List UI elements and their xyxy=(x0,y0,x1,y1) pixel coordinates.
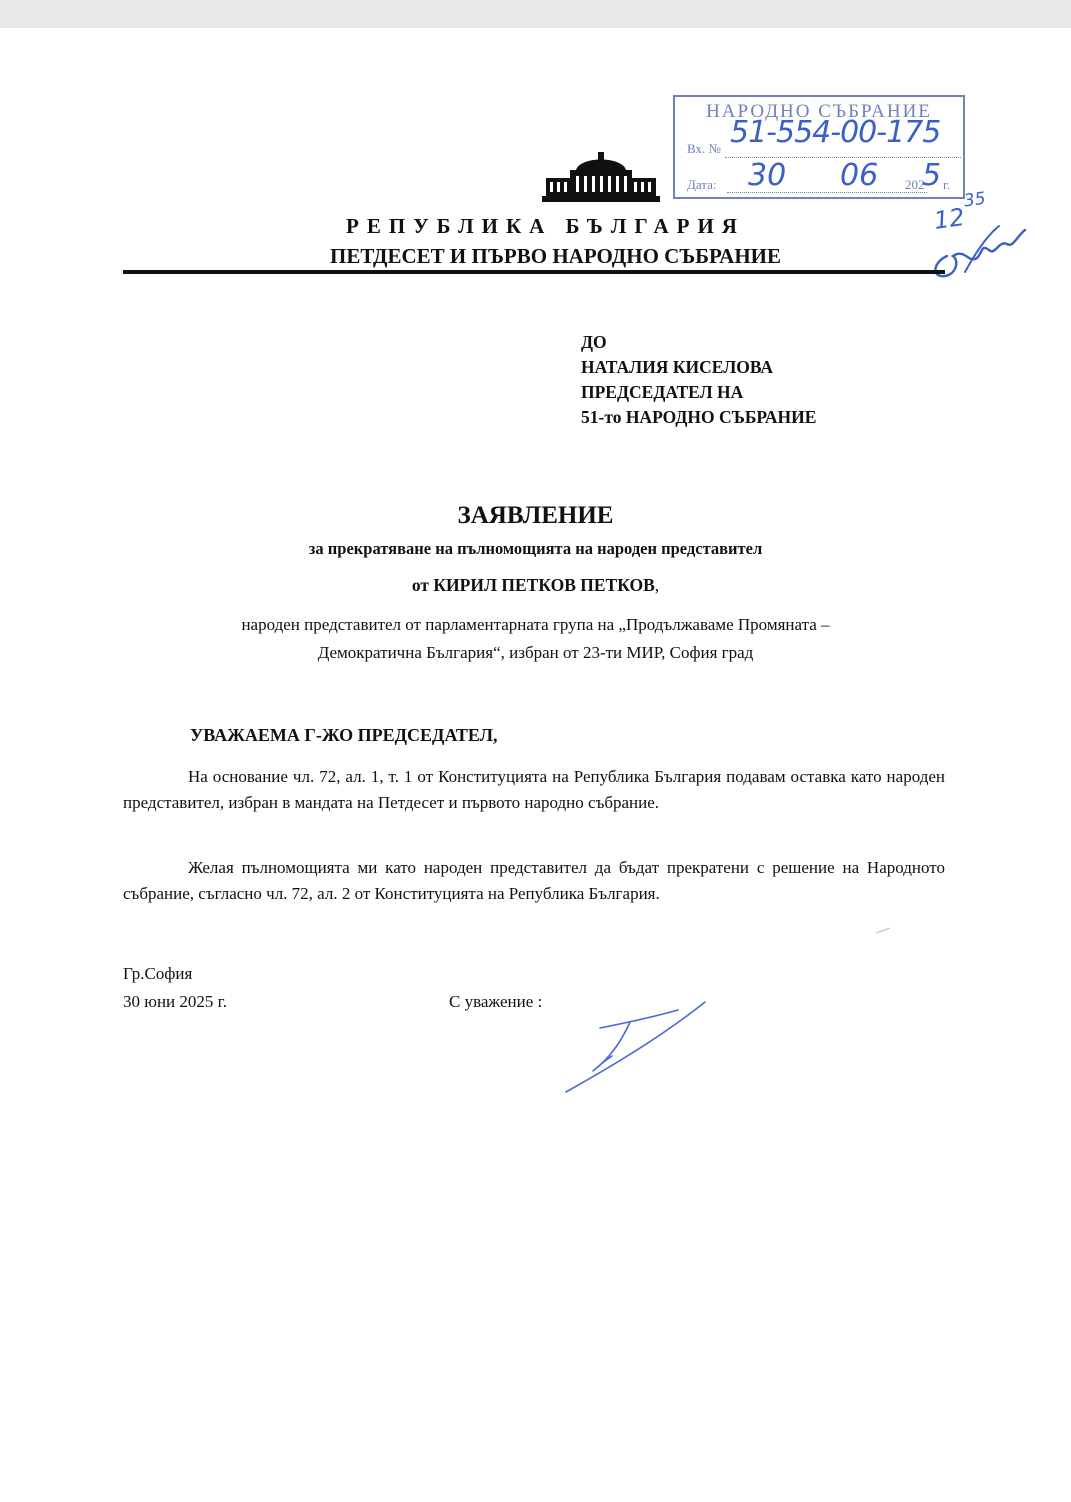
stamp-year-suffix: г. xyxy=(943,177,951,192)
addressee-to: ДО xyxy=(581,332,607,352)
addressee-name: НАТАЛИЯ КИСЕЛОВА xyxy=(581,357,774,377)
applicant-comma: , xyxy=(654,575,660,595)
applicant-prefix: от xyxy=(411,575,429,595)
applicant-description-line1: народен представител от парламентарната група на „Продължаваме Промяната – xyxy=(241,615,830,634)
handwritten-year-digit: 5 xyxy=(922,158,942,193)
date: 30 юни 2025 г. xyxy=(123,992,227,1011)
body-paragraph-1: На основание чл. 72, ал. 1, т. 1 от Конституцията на Република България подавам оставка като народен представител, избран в мандата на Петдесет и първото народно събрание. xyxy=(123,767,945,812)
applicant-name: КИРИЛ ПЕТКОВ ПЕТКОВ xyxy=(433,575,655,595)
parliament-building-logo xyxy=(540,152,662,204)
handwritten-time-hour: 12 xyxy=(932,203,967,235)
handwritten-month: 06 xyxy=(840,158,879,193)
addressee-assembly: 51-то НАРОДНО СЪБРАНИЕ xyxy=(581,407,817,427)
handwritten-time-minutes: 35 xyxy=(962,188,987,212)
header-republic: РЕПУБЛИКА БЪЛГАРИЯ xyxy=(346,214,745,238)
handwritten-incoming-number: 51-554-00-175 xyxy=(730,115,941,150)
body-paragraph-2: Желая пълномощията ми като народен представител да бъдат прекратени с решение на Народното събрание, съгласно чл. 72, ал. 2 от Конституцията на Република България. xyxy=(123,858,945,903)
addressee-position: ПРЕДСЕДАТЕЛ НА xyxy=(581,382,744,402)
document-subtitle: за прекратяване на пълномощията на народен представител xyxy=(308,539,763,558)
regards: С уважение : xyxy=(449,992,543,1011)
applicant-description-line2: Демократична България“, избран от 23-ти МИР, София град xyxy=(317,643,754,662)
stamp-date-label: Дата: xyxy=(687,177,717,192)
header-divider xyxy=(123,270,945,274)
applicant-line xyxy=(0,575,1071,596)
salutation: УВАЖАЕМА Г-ЖО ПРЕДСЕДАТЕЛ, xyxy=(190,725,498,745)
stamp-title: НАРОДНО СЪБРАНИЕ xyxy=(706,101,932,122)
document-title: ЗАЯВЛЕНИЕ xyxy=(457,502,614,529)
place: Гр.София xyxy=(123,964,193,983)
stamp-year-prefix: 202 xyxy=(905,177,925,192)
stamp-incoming-label: Вх. № xyxy=(687,141,721,156)
viewer-top-bar xyxy=(0,0,1071,28)
signature xyxy=(560,1000,720,1100)
header-assembly: ПЕТДЕСЕТ И ПЪРВО НАРОДНО СЪБРАНИЕ xyxy=(330,244,781,268)
handwritten-day: 30 xyxy=(748,158,787,193)
